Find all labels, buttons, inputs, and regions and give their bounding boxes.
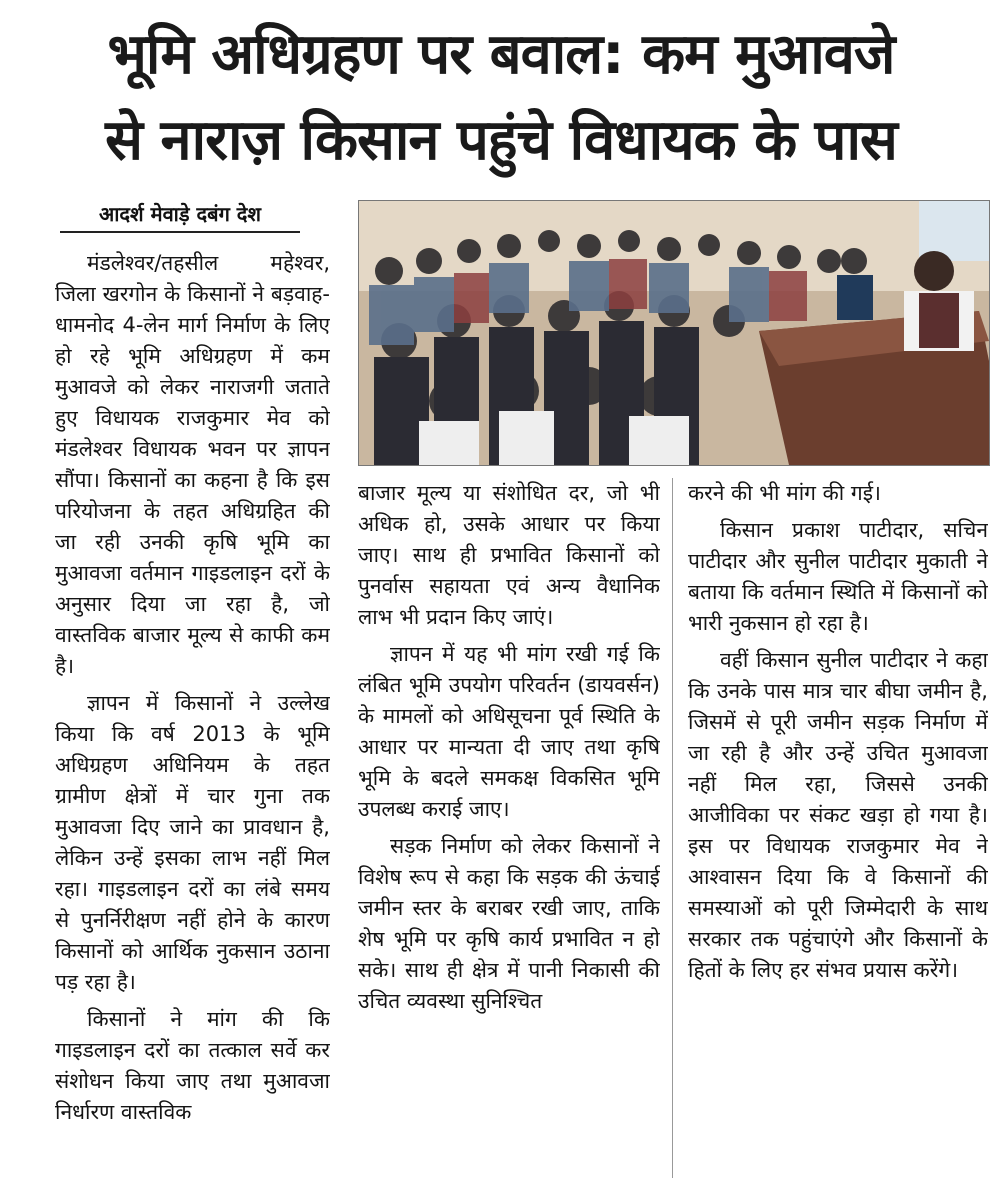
article-column-1 bbox=[55, 248, 330, 1193]
article-column-3 bbox=[688, 478, 988, 1193]
headline-line-2: से नाराज़ किसान पहुंचे विधायक के पास bbox=[105, 108, 897, 173]
article-column-2 bbox=[358, 478, 660, 1193]
column-divider bbox=[672, 478, 673, 1178]
paragraph: किसान प्रकाश पाटीदार, सचिन पाटीदार और सुनील पाटीदार मुकाती ने बताया कि वर्तमान स्थिति में किसानों को भारी नुकसान हो रहा है। bbox=[688, 518, 988, 635]
paragraph: ज्ञापन में किसानों ने उल्लेख किया कि वर्ष 2013 के भूमि अधिग्रहण अधिनियम के तहत ग्रामीण क्षेत्रों में चार गुना तक मुआवजा दिए जाने का प्रावधान है, लेकिन उन्हें इसका लाभ नहीं मिल रहा। गाइडलाइन दरों का लंबे समय से पुनर्निरीक्षण नहीं होने के कारण किसानों को आर्थिक नुकसान उठाना पड़ रहा है। bbox=[55, 691, 330, 994]
paragraph: वहीं किसान सुनील पाटीदार ने कहा कि उनके पास मात्र चार बीघा जमीन है, जिसमें से पूरी जमीन सड़क निर्माण में जा रही है और उन्हें उचित मुआवजा नहीं मिल रहा, जिससे उनकी आजीविका पर संकट खड़ा हो गया है।इस पर विधायक राजकुमार मेव ने आश्वासन दिया कि वे किसानों की समस्याओं को पूरी जिम्मेदारी के साथ सरकार तक पहुंचाएंगे और किसानों के हितों के लिए हर संभव प्रयास करेंगे। bbox=[688, 648, 988, 982]
byline: आदर्श मेवाड़े दबंग देश bbox=[60, 200, 300, 233]
paragraph: करने की भी मांग की गई। bbox=[688, 481, 881, 505]
paragraph: ज्ञापन में यह भी मांग रखी गई कि लंबित भूमि उपयोग परिवर्तन (डायवर्सन) के मामलों को अधिसूचना पूर्व स्थिति के आधार पर मान्यता दी जाए तथा कृषि भूमि के बदले समकक्ष विकसित भूमि उपलब्ध कराई जाए। bbox=[358, 642, 660, 821]
meeting-photo-illustration bbox=[359, 201, 989, 465]
news-photo bbox=[358, 200, 990, 466]
paragraph: सड़क निर्माण को लेकर किसानों ने विशेष रूप से कहा कि सड़क की ऊंचाई जमीन स्तर के बराबर रखी जाए, ताकि शेष भूमि पर कृषि कार्य प्रभावित न हो सके। साथ ही क्षेत्र में पानी निकासी की उचित व्यवस्था सुनिश्चित bbox=[358, 834, 660, 1013]
headline-line-1: भूमि अधिग्रहण पर बवाल: कम मुआवजे bbox=[107, 22, 895, 87]
paragraph: किसानों ने मांग की कि गाइडलाइन दरों का तत्काल सर्वे कर संशोधन किया जाए तथा मुआवजा निर्धारण वास्तविक bbox=[55, 1007, 330, 1124]
paragraph: बाजार मूल्य या संशोधित दर, जो भी अधिक हो, उसके आधार पर किया जाए। साथ ही प्रभावित किसानों को पुनर्वास सहायता एवं अन्य वैधानिक लाभ भी प्रदान किए जाएं। bbox=[358, 481, 660, 629]
paragraph: मंडलेश्वर/तहसील महेश्वर, जिला खरगोन के किसानों ने बड़वाह-धामनोद 4-लेन मार्ग निर्माण के लिए हो रहे भूमि अधिग्रहण में कम मुआवजे को लेकर नाराजगी जताते हुए विधायक राजकुमार मेव को मंडलेश्वर विधायक भवन पर ज्ञापन सौंपा। किसानों का कहना है कि इस परियोजना के तहत अधिग्रहित की जा रही उनकी कृषि भूमि का मुआवजा वर्तमान गाइडलाइन दरों के अनुसार दिया जा रहा है, जो वास्तविक बाजार मूल्य से काफी कम है। bbox=[55, 251, 330, 678]
headline bbox=[10, 12, 992, 184]
